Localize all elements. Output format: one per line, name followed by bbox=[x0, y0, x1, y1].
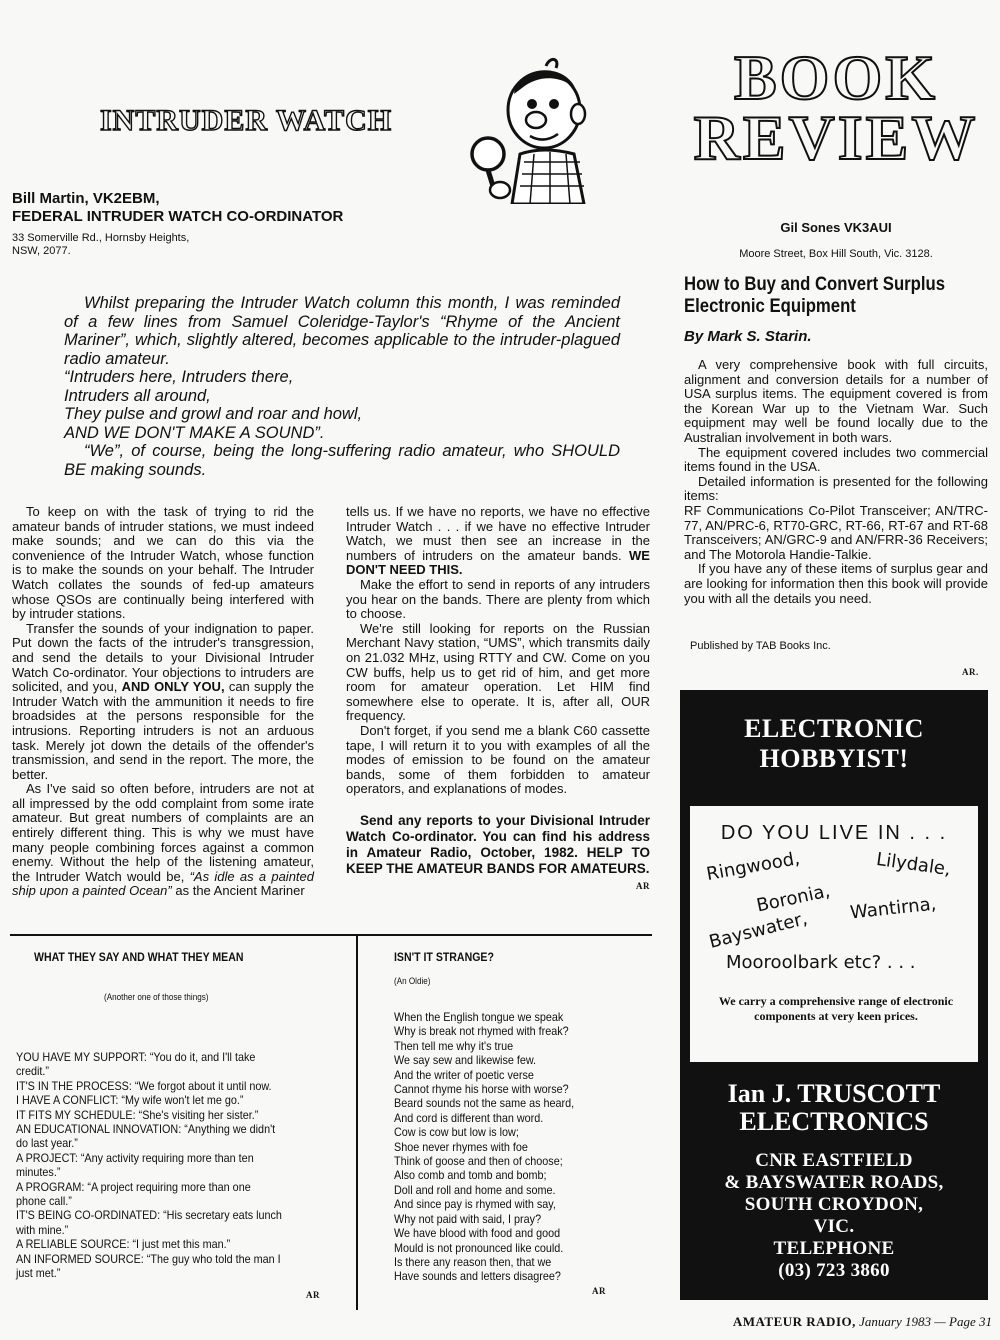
horizontal-divider bbox=[10, 934, 652, 936]
verse-line: Intruders all around, bbox=[64, 386, 211, 405]
issue-page: January 1983 — Page 31 bbox=[859, 1314, 992, 1329]
book-author: By Mark S. Starin. bbox=[684, 328, 812, 345]
poem-line: And since pay is rhymed with say, bbox=[394, 1197, 556, 1212]
poem-line: Doll and roll and home and some. bbox=[394, 1182, 556, 1197]
suburb-label: Mooroolbark etc? . . . bbox=[726, 952, 916, 973]
poem-line: And cord is different than word. bbox=[394, 1110, 544, 1125]
list-line: credit.” bbox=[16, 1064, 50, 1079]
address-line: NSW, 2077. bbox=[12, 245, 71, 257]
publisher-note: Published by TAB Books Inc. bbox=[690, 640, 831, 652]
address-line: 33 Somerville Rd., Hornsby Heights, bbox=[12, 232, 190, 244]
verse-line: “Intruders here, Intruders there, bbox=[64, 368, 294, 386]
title-line: Electronic Equipment bbox=[684, 296, 856, 317]
author-title: FEDERAL INTRUDER WATCH CO-ORDINATOR bbox=[12, 208, 344, 225]
reviewer-name: Gil Sones VK3AUI bbox=[780, 220, 892, 235]
list-line: A RELIABLE SOURCE: “I just met this man.” bbox=[16, 1237, 231, 1252]
emphasis-text: AND ONLY YOU, bbox=[121, 679, 225, 695]
author-block bbox=[12, 190, 343, 226]
review-paragraph: If you have any of these items of surplus gear and are looking for information then this book will provide you with all the details you need. bbox=[684, 561, 988, 606]
list-line: do last year.” bbox=[16, 1136, 78, 1151]
suburb-label: Ringwood, bbox=[704, 847, 802, 886]
poem-line: Beard sounds not the same as heard, bbox=[394, 1096, 575, 1111]
article-paragraph: We're still looking for reports on the Russian Merchant Navy station, “UMS”, which transmits daily on 21.032 MHz, using RTTY and CW. Come on you CW buffs, help us to get rid of him, and get more room for amateur operation. Let HIM find somewhere else to operate. It is, after all, OUR frequency. bbox=[346, 620, 650, 724]
suburb-label: Bayswater, bbox=[706, 908, 810, 953]
intro-paragraph bbox=[64, 294, 620, 479]
poem-line: Have sounds and letters disagree? bbox=[394, 1269, 561, 1284]
text-span: As I've said so often before, intruders are not at all impressed by the odd complaint from some irate amateur. But great numbers of complaints are an entirely different thing. This is why we must have many people combining forces against a common enemy. Without the help of the listening amateur, the Intruder Watch would be, bbox=[12, 781, 314, 884]
poem-line: Why is break not rhymed with freak? bbox=[394, 1024, 569, 1039]
poem-line: Shoe never rhymes with foe bbox=[394, 1139, 528, 1154]
list-line: IT'S BEING CO-ORDINATED: “His secretary eats lunch bbox=[16, 1208, 282, 1223]
list-line: I HAVE A CONFLICT: “My wife won't let me go.” bbox=[16, 1093, 244, 1108]
list-line: A PROGRAM: “A project requiring more than one bbox=[16, 1179, 251, 1194]
text-span: Transfer the sounds of your indignation to paper. Put down the facts of the intruder's transgression, and send the details to your Divisional Intruder Watch Co-ordinator. Your objections to intruders are solicited, and you, bbox=[12, 620, 314, 695]
isnt-it-strange-poem bbox=[394, 1010, 628, 1284]
text-span: tells us. If we have no reports, we have no effective Intruder Watch . . . if we have no effective Intruder Watch, we must then see an increase in the numbers of intruders on the amateur bands. bbox=[346, 504, 650, 563]
end-mark: AR bbox=[636, 880, 650, 891]
emphasis-text: WE DON'T NEED THIS. bbox=[346, 547, 650, 578]
article-paragraph: Make the effort to send in reports of any intruders you hear on the bands. There are plenty from which to choose. bbox=[346, 576, 650, 622]
review-paragraph: Detailed information is presented for the following items: bbox=[684, 473, 988, 504]
detective-cartoon-illustration bbox=[462, 54, 602, 204]
title-line: How to Buy and Convert Surplus bbox=[684, 274, 946, 295]
text-span: as the Ancient Mariner bbox=[175, 883, 305, 899]
quote-text: “As idle as a painted ship upon a painted Ocean” bbox=[12, 868, 314, 899]
poem-line: Then tell me why it's true bbox=[394, 1038, 514, 1053]
poem-line: Think of goose and then of choose; bbox=[394, 1154, 563, 1169]
author-name: Bill Martin, VK2EBM, bbox=[12, 190, 160, 207]
review-paragraph: A very comprehensive book with full circuits, alignment and conversion details for a number of USA surplus items. The equipment covered is from the Korean War up to the Vietnam War. Such equipment may well be found locally due to the Australian involvement in both wars. bbox=[684, 357, 988, 445]
article-paragraph: To keep on with the task of trying to rid the amateur bands of intruder stations, we must indeed make sounds; and we can do this via the convenience of the Intruder Watch, whose function is to make the sounds on your behalf. The Intruder Watch collates the sounds of fed-up amateurs whose QSOs are continually being interfered with by intruder stations. bbox=[12, 504, 314, 622]
what-they-say-subtitle: (Another one of those things) bbox=[104, 992, 209, 1002]
list-line: IT FITS MY SCHEDULE: “She's visiting her sister.” bbox=[16, 1107, 259, 1122]
list-line: AN INFORMED SOURCE: “The guy who told the man I bbox=[16, 1251, 281, 1266]
isnt-it-strange-subtitle: (An Oldie) bbox=[394, 976, 431, 986]
company-line: Ian J. TRUSCOTT bbox=[727, 1079, 941, 1108]
list-line: YOU HAVE MY SUPPORT: “You do it, and I'll take bbox=[16, 1050, 256, 1064]
poem-line: Mould is not pronounced like could. bbox=[394, 1240, 564, 1255]
heading-line: REVIEW bbox=[693, 102, 979, 173]
ad-address bbox=[680, 1150, 988, 1282]
intro-text: Whilst preparing the Intruder Watch column this month, I was reminded of a few lines from Samuel Coleridge-Taylor's “Rhyme of the Ancient Mariner”, which, slightly altered, becomes applicable to the intruder-plagued radio amateur. bbox=[64, 294, 620, 368]
list-line: IT'S IN THE PROCESS: “We forgot about it until now. bbox=[16, 1078, 272, 1093]
address-line: CNR EASTFIELD bbox=[755, 1150, 913, 1171]
verse-line: AND WE DON'T MAKE A SOUND”. bbox=[64, 423, 325, 442]
company-line: ELECTRONICS bbox=[739, 1107, 929, 1136]
address-line: (03) 723 3860 bbox=[778, 1260, 890, 1281]
article-column-1 bbox=[12, 505, 314, 899]
vertical-divider bbox=[356, 934, 358, 1310]
reviewer-address: Moore Street, Box Hill South, Vic. 3128. bbox=[739, 248, 933, 260]
suburb-label: Wantirna, bbox=[849, 893, 938, 924]
list-line: just met.” bbox=[16, 1266, 61, 1281]
suburb-label: Boronia, bbox=[754, 880, 832, 917]
review-paragraph: The equipment covered includes two commercial items found in the USA. bbox=[684, 444, 988, 475]
poem-line: Also comb and tomb and bomb; bbox=[394, 1168, 547, 1183]
end-mark: AR. bbox=[962, 667, 979, 677]
poem-line: Cannot rhyme his horse with worse? bbox=[394, 1082, 569, 1097]
page-footer bbox=[700, 1314, 992, 1330]
review-paragraph: RF Communications Co-Pilot Transceiver; AN/TRC-77, AN/PRC-6, RT70-GRC, RT-66, RT-67 and RT-68 Transceivers; AN/GRC-9 and AN/FRR-36 Receivers; and The Motorola Handie-Talkie. bbox=[684, 502, 988, 562]
publication-name: AMATEUR RADIO, bbox=[732, 1314, 856, 1329]
end-mark: AR bbox=[592, 1286, 606, 1296]
poem-line: Is there any reason then, that we bbox=[394, 1254, 552, 1269]
send-reports-notice: Send any reports to your Divisional Intruder Watch Co-ordinator. You can find his address in Amateur Radio, October, 1982. HELP TO KEEP THE AMATEUR BANDS FOR AMATEURS. bbox=[346, 812, 650, 876]
poem-line: And the writer of poetic verse bbox=[394, 1067, 534, 1082]
article-paragraph bbox=[12, 622, 314, 783]
list-line: A PROJECT: “Any activity requiring more than ten bbox=[16, 1150, 254, 1165]
article-paragraph: Don't forget, if you send me a blank C60 cassette tape, I will return it to you with examples of all the modes of emission to be found on the amateur bands, some of them forbidden to amateur operators, and explanations of modes. bbox=[346, 722, 650, 797]
suburb-label: Lilydale, bbox=[874, 848, 953, 881]
verse-line: They pulse and growl and roar and howl, bbox=[64, 405, 363, 423]
article-paragraph bbox=[12, 782, 314, 899]
what-they-say-title: WHAT THEY SAY AND WHAT THEY MEAN bbox=[34, 950, 244, 964]
truscott-advertisement bbox=[680, 690, 988, 1300]
address-line: TELEPHONE bbox=[773, 1238, 895, 1259]
list-line: AN EDUCATIONAL INNOVATION: “Anything we didn't bbox=[16, 1122, 276, 1137]
poem-line: Cow is cow but low is low; bbox=[394, 1125, 519, 1140]
ad-suburbs-box bbox=[690, 806, 978, 1062]
article-column-2 bbox=[346, 505, 650, 893]
poem-line: We have blood with food and good bbox=[394, 1226, 561, 1241]
book-review-heading bbox=[684, 42, 988, 173]
list-line: minutes.” bbox=[16, 1165, 61, 1180]
ad-company-name bbox=[680, 1080, 988, 1136]
poem-line: We say sew and likewise few. bbox=[394, 1053, 537, 1068]
intruder-watch-heading: INTRUDER WATCH bbox=[100, 104, 393, 137]
end-mark: AR bbox=[306, 1290, 320, 1300]
ad-title bbox=[680, 714, 988, 774]
what-they-say-list bbox=[16, 1050, 331, 1281]
poem-line: When the English tongue we speak bbox=[394, 1010, 564, 1024]
poem-line: Why not paid with said, I pray? bbox=[394, 1211, 542, 1226]
ad-question: DO YOU LIVE IN . . . bbox=[720, 822, 948, 844]
address-line: SOUTH CROYDON, bbox=[744, 1194, 924, 1215]
review-body bbox=[684, 358, 988, 606]
book-title bbox=[684, 274, 957, 318]
ad-title-line: HOBBYIST! bbox=[759, 744, 909, 773]
ad-components-text: We carry a comprehensive range of electronic components at very keen prices. bbox=[718, 994, 954, 1023]
address-line: VIC. bbox=[813, 1216, 855, 1237]
list-line: phone call.” bbox=[16, 1194, 72, 1209]
ad-title-line: ELECTRONIC bbox=[744, 714, 924, 743]
intro-text: “We”, of course, being the long-suffering radio amateur, who SHOULD BE making sounds. bbox=[64, 442, 620, 479]
article-paragraph bbox=[346, 505, 650, 578]
author-address bbox=[12, 232, 242, 258]
list-line: with mine.” bbox=[16, 1222, 69, 1237]
text-span: can supply the Intruder Watch with the ammunition it needs to fire broadsides at the persons responsible for the intrusions. Reporting intruders is not an arduous task. Merely jot down the details of the offender's transmission, and send in the report. The more, the better. bbox=[12, 679, 314, 782]
heading-line: BOOK bbox=[733, 42, 939, 113]
isnt-it-strange-title: ISN'T IT STRANGE? bbox=[394, 950, 494, 964]
address-line: & BAYSWATER ROADS, bbox=[724, 1172, 944, 1193]
